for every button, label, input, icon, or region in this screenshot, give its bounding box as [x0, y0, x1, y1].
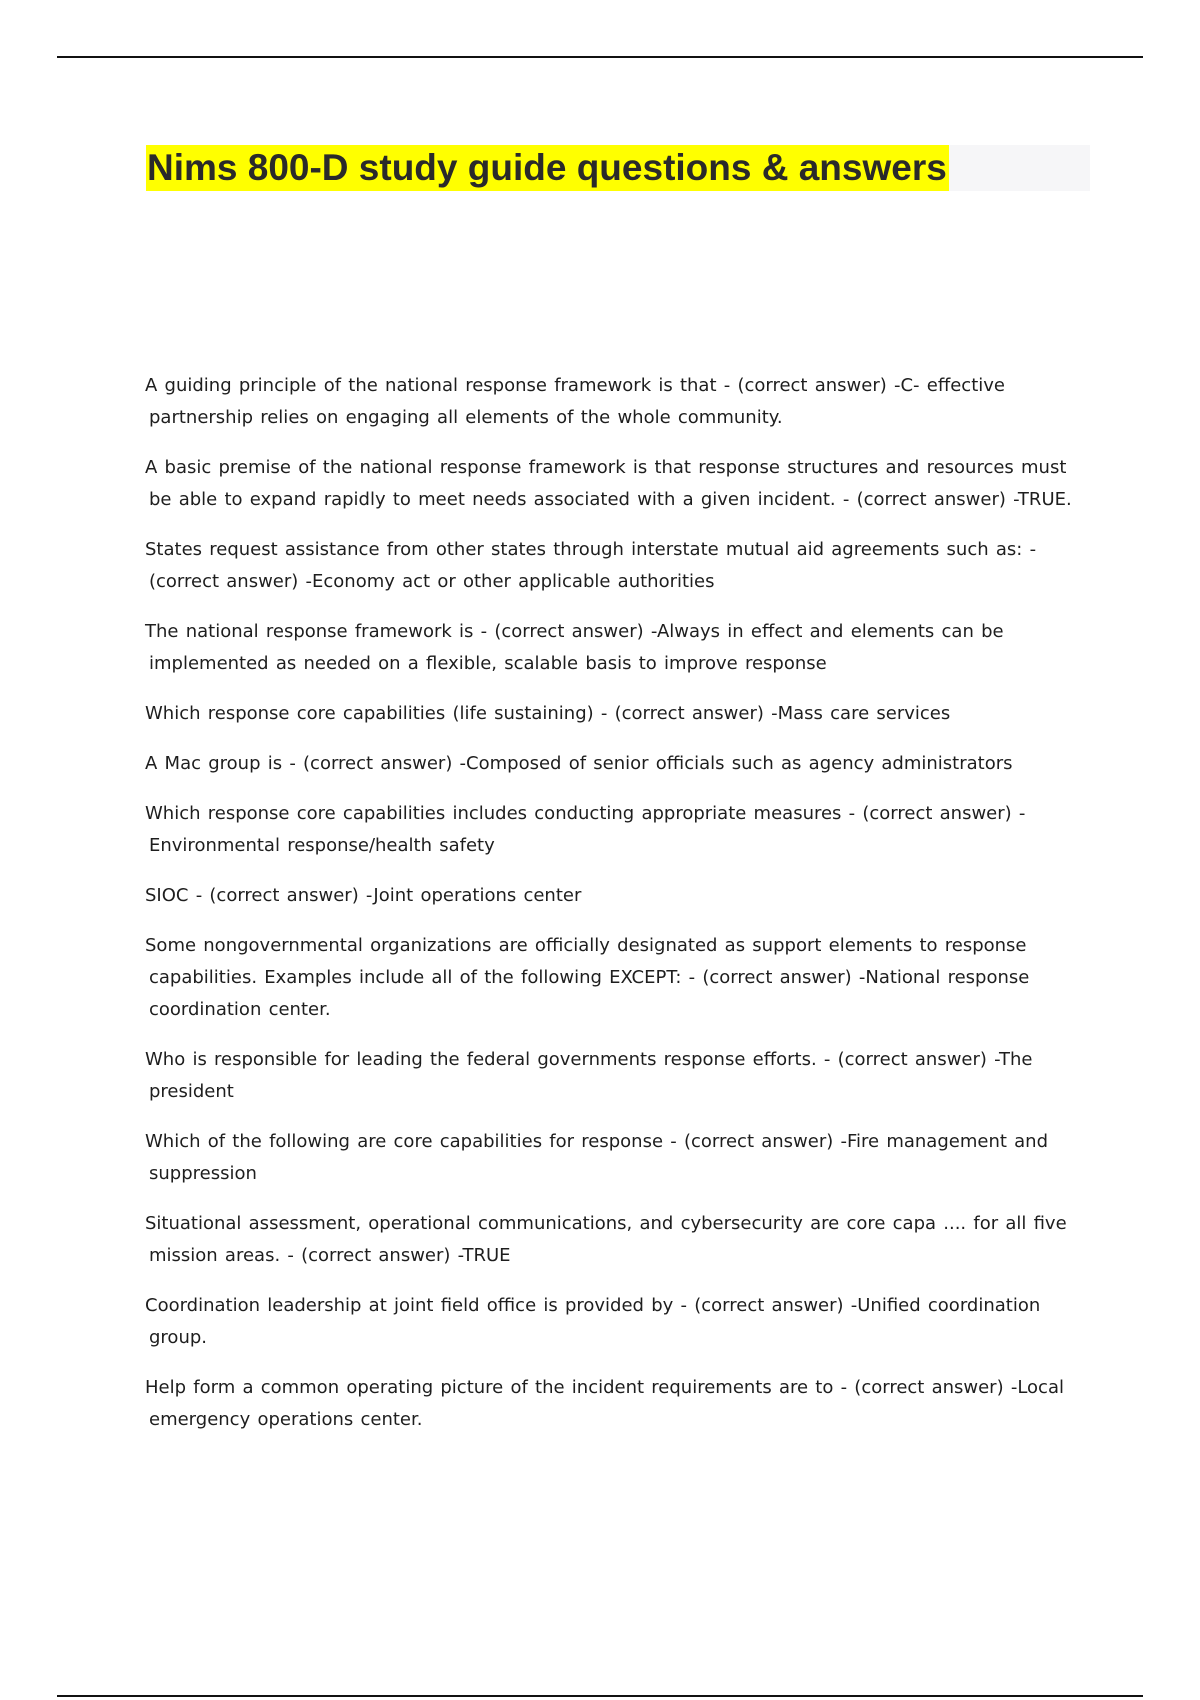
qa-item: Some nongovernmental organizations are officially designated as support elements to response capabilities. Examples include all of the following EXCEPT: - (correct answer) -National response coordination center. — [145, 935, 1030, 1020]
qa-item: Which response core capabilities (life sustaining) - (correct answer) -Mass care services — [145, 703, 951, 724]
qa-list — [145, 370, 1095, 1454]
qa-item: Help form a common operating picture of the incident requirements are to - (correct answer) -Local emergency operations center. — [145, 1377, 1064, 1430]
bottom-rule — [57, 1695, 1143, 1697]
page-title: Nims 800-D study guide questions & answers — [146, 145, 949, 191]
top-rule — [57, 56, 1143, 58]
qa-item: Which of the following are core capabilities for response - (correct answer) -Fire management and suppression — [145, 1131, 1048, 1184]
qa-item: The national response framework is - (correct answer) -Always in effect and elements can be implemented as needed on a flexible, scalable basis to improve response — [145, 621, 1004, 674]
qa-item: A Mac group is - (correct answer) -Composed of senior officials such as agency administrators — [145, 753, 1013, 774]
qa-item: Who is responsible for leading the federal governments response efforts. - (correct answer) -The president — [145, 1049, 1033, 1102]
qa-item: States request assistance from other states through interstate mutual aid agreements such as: - (correct answer) -Economy act or other applicable authorities — [145, 539, 1037, 592]
qa-item: A basic premise of the national response framework is that response structures and resources must be able to expand rapidly to meet needs associated with a given incident. - (correct answer) -TRUE. — [145, 457, 1072, 510]
qa-item: Coordination leadership at joint field office is provided by - (correct answer) -Unified coordination group. — [145, 1295, 1041, 1348]
qa-item: SIOC - (correct answer) -Joint operations center — [145, 885, 582, 906]
qa-item: A guiding principle of the national response framework is that - (correct answer) -C- effective partnership relies on engaging all elements of the whole community. — [145, 375, 1005, 428]
qa-item: Which response core capabilities includes conducting appropriate measures - (correct answer) -Environmental response/health safety — [145, 803, 1026, 856]
qa-item: Situational assessment, operational communications, and cybersecurity are core capa .... for all five mission areas. - (correct answer) -TRUE — [145, 1213, 1067, 1266]
